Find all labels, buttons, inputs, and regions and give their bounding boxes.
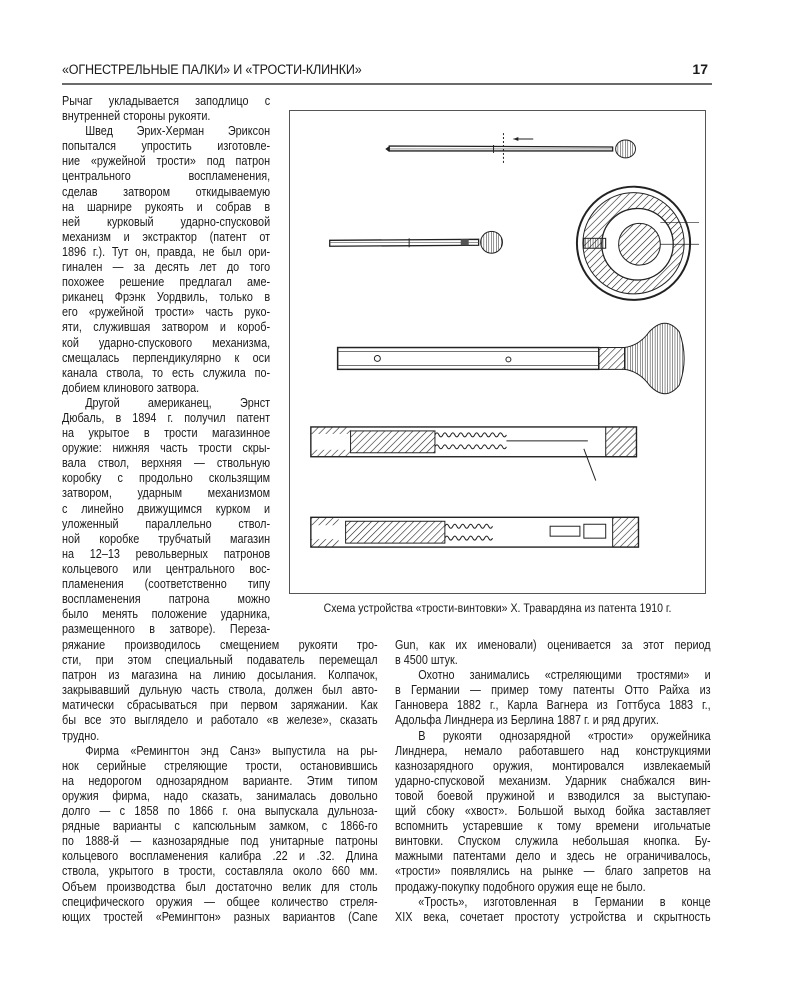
text-line: рядные варианты с капсюльным замком, с 1866-го xyxy=(62,819,378,834)
text-line: с линейно движущимся курком и xyxy=(62,501,271,516)
text-line: «трости» появлялись на рынке — благо запретов на xyxy=(395,864,711,879)
cross-section-view xyxy=(577,187,699,300)
page-number: 17 xyxy=(692,61,708,77)
text-line: пламенения (соответственно типу xyxy=(62,577,271,591)
text-line: Охотно занимались «стреляющими тростями» и xyxy=(418,668,711,683)
text-line: ной коробке трубчатый магазин xyxy=(62,531,271,546)
text-line: по 1888-й — казнозарядные под унитарные патроны xyxy=(62,834,378,849)
handle-enlarged-view xyxy=(338,323,684,393)
running-header: «ОГНЕСТРЕЛЬНЫЕ ПАЛКИ» И «ТРОСТИ-КЛИНКИ» xyxy=(62,62,362,77)
text-line: бы все это выглядело и работало «в железе», сказать xyxy=(62,713,378,728)
text-line: сти, при этом специальный подаватель перемещал xyxy=(62,653,378,668)
text-line: его «ружейной трости» часть руко- xyxy=(62,305,271,320)
text-line: 1896 г.). Тут он, правда, не был ори- xyxy=(62,244,271,259)
text-line: на 12–13 револьверных патронов xyxy=(62,546,271,561)
cane-side-view xyxy=(385,133,635,165)
text-line: специфического оружия — общее количество стреля- xyxy=(62,894,378,909)
text-line: ствола, укрытого в трости, составляла около 660 мм. xyxy=(62,864,378,879)
text-line: долго — с 1858 по 1866 г. она выпускала дульноза- xyxy=(62,804,378,819)
text-line: было менять положение ударника, xyxy=(62,607,271,622)
text-line: мажными патентами дело и здесь не ограничивалось, xyxy=(395,849,711,864)
paragraph xyxy=(62,744,378,925)
text-line: Рычаг укладывается заподлицо с xyxy=(62,94,271,108)
text-line: на шарнире рукоять и собрав в xyxy=(62,199,271,214)
text-line: коробку с продольно скользящим xyxy=(62,471,271,486)
cane-side-view-2 xyxy=(330,231,503,253)
text-line: в Германии — пример тому патенты Отто Райха из xyxy=(395,683,711,698)
patent-figure xyxy=(289,110,706,594)
text-line: воспламенения патрона можно xyxy=(62,592,271,607)
text-line: закрывавший дульную часть ствола, должен был авто- xyxy=(62,683,378,698)
paragraph xyxy=(395,895,711,925)
text-line: центрального воспламенения, xyxy=(62,169,271,184)
text-line: яти, служившая затвором и короб- xyxy=(62,320,271,335)
text-line: механизм и экстрактор (патент от xyxy=(62,229,271,244)
text-line: казнозарядного оружия, монтировался извлекаемый xyxy=(395,758,711,773)
text-column-bottom-right xyxy=(395,638,711,925)
text-line: В рукояти однозарядной «трости» оружейника xyxy=(418,728,711,743)
text-line: ющих тростей «Ремингтон» разных вариантов (Cane xyxy=(62,909,378,924)
text-line: на укрытое в трости магазинное xyxy=(62,426,271,441)
text-line: патрон из магазина на линию досылания. Колпачок, xyxy=(62,668,378,683)
text-line: смещалась перпендикулярно к оси xyxy=(62,350,271,365)
text-line: ударно-спусковой механизм. Ударник снабжался вин- xyxy=(395,773,711,788)
paragraph xyxy=(62,124,270,396)
text-line: товой боевой пружиной и взводился за выступаю- xyxy=(395,788,711,803)
text-line: затвором, ударным механизмом xyxy=(62,486,271,501)
text-line: в 4500 штук. xyxy=(395,653,458,668)
text-line: похожее решение предлагал аме- xyxy=(62,275,271,290)
text-line: матически сбрасываться при первом заряжании. Как xyxy=(62,698,378,713)
text-line: трудно. xyxy=(62,728,100,743)
paragraph xyxy=(395,729,711,895)
text-line: нок серийные стреляющие трости, остановившись xyxy=(62,758,378,773)
text-line: Адольфа Линднера из Берлина 1887 г. и ряд других. xyxy=(395,713,659,728)
longitudinal-section-1 xyxy=(311,427,637,481)
text-line: продажу-покупку подобного оружия еще не было. xyxy=(395,879,646,894)
text-line: Дюбаль, в 1894 г. получил патент xyxy=(62,410,271,425)
text-line: Швед Эрих-Херман Эриксон xyxy=(85,124,271,139)
text-line: оружия фирма, надо сказать, занималась довольно xyxy=(62,788,378,803)
text-line: внутренней стороны рукояти. xyxy=(62,109,211,124)
paragraph xyxy=(395,638,711,668)
paragraph xyxy=(62,94,270,124)
text-line: Ганновера 1882 г., Карла Вагнера из Готтбуса 1883 г., xyxy=(395,698,711,713)
figure-caption: Схема устройства «трости-винтовки» Х. Травардяна из патента 1910 г. xyxy=(323,601,672,615)
text-line: ней курковый ударно-спусковой xyxy=(62,214,271,229)
text-line: размещенного в затворе). Переза- xyxy=(62,622,271,637)
text-column-bottom-left xyxy=(62,638,378,925)
text-line: кой ударно-спускового механизма, xyxy=(62,335,271,350)
text-line: кольцевого воспламенения калибра .22 и .32. Длина xyxy=(62,849,378,864)
text-line: ряжание производилось смещением рукояти тро- xyxy=(62,638,378,652)
text-line: Объем производства был достаточно велик для столь xyxy=(62,879,378,894)
text-line: вала ствол, верхняя — ствольную xyxy=(62,456,271,471)
text-line: уложенный параллельно ствол- xyxy=(62,516,271,531)
text-line: риканец Фрэнк Уордвиль, только в xyxy=(62,290,271,305)
paragraph xyxy=(62,396,270,638)
text-line: сделав затвором откидываемую xyxy=(62,184,271,199)
paragraph xyxy=(62,638,378,744)
text-column-top-left xyxy=(62,94,270,637)
text-line: добием клинового затвора. xyxy=(62,380,200,395)
longitudinal-section-2 xyxy=(311,517,639,547)
text-line: канала ствола, то есть служила по- xyxy=(62,365,271,380)
text-line: XIX века, сочетает простоту устройства и скрытность xyxy=(395,909,711,924)
text-line: Линднера, немало работавшего над конструкциями xyxy=(395,743,711,758)
paragraph xyxy=(395,668,711,728)
text-line: вспомнить устаревшие к тому времени игольчатые xyxy=(395,819,711,834)
text-line: щий сбоку «хвост». Большой выход бойка заставляет xyxy=(395,804,711,819)
text-line: оружие: нижняя часть трости скры- xyxy=(62,441,271,456)
text-line: кольцевого или центрального вос- xyxy=(62,561,271,576)
text-line: винтовки. Спуском служила небольшая кнопка. Бу- xyxy=(395,834,711,849)
text-line: ние «ружейной трости» под патрон xyxy=(62,154,271,169)
text-line: попытался упростить изготовле- xyxy=(62,139,271,154)
text-line: Gun, как их именовали) оценивается за этот период xyxy=(395,638,711,652)
text-line: «Трость», изготовленная в Германии в конце xyxy=(418,894,711,909)
header-rule xyxy=(62,83,712,85)
text-line: на недорогом однозарядном варианте. Этим типом xyxy=(62,773,378,788)
text-line: Фирма «Ремингтон энд Санз» выпустила на ры- xyxy=(85,743,378,758)
text-line: гинален — за десять лет до того xyxy=(62,260,271,275)
patent-drawing xyxy=(290,111,704,592)
text-line: Другой американец, Эрнст xyxy=(85,395,271,410)
